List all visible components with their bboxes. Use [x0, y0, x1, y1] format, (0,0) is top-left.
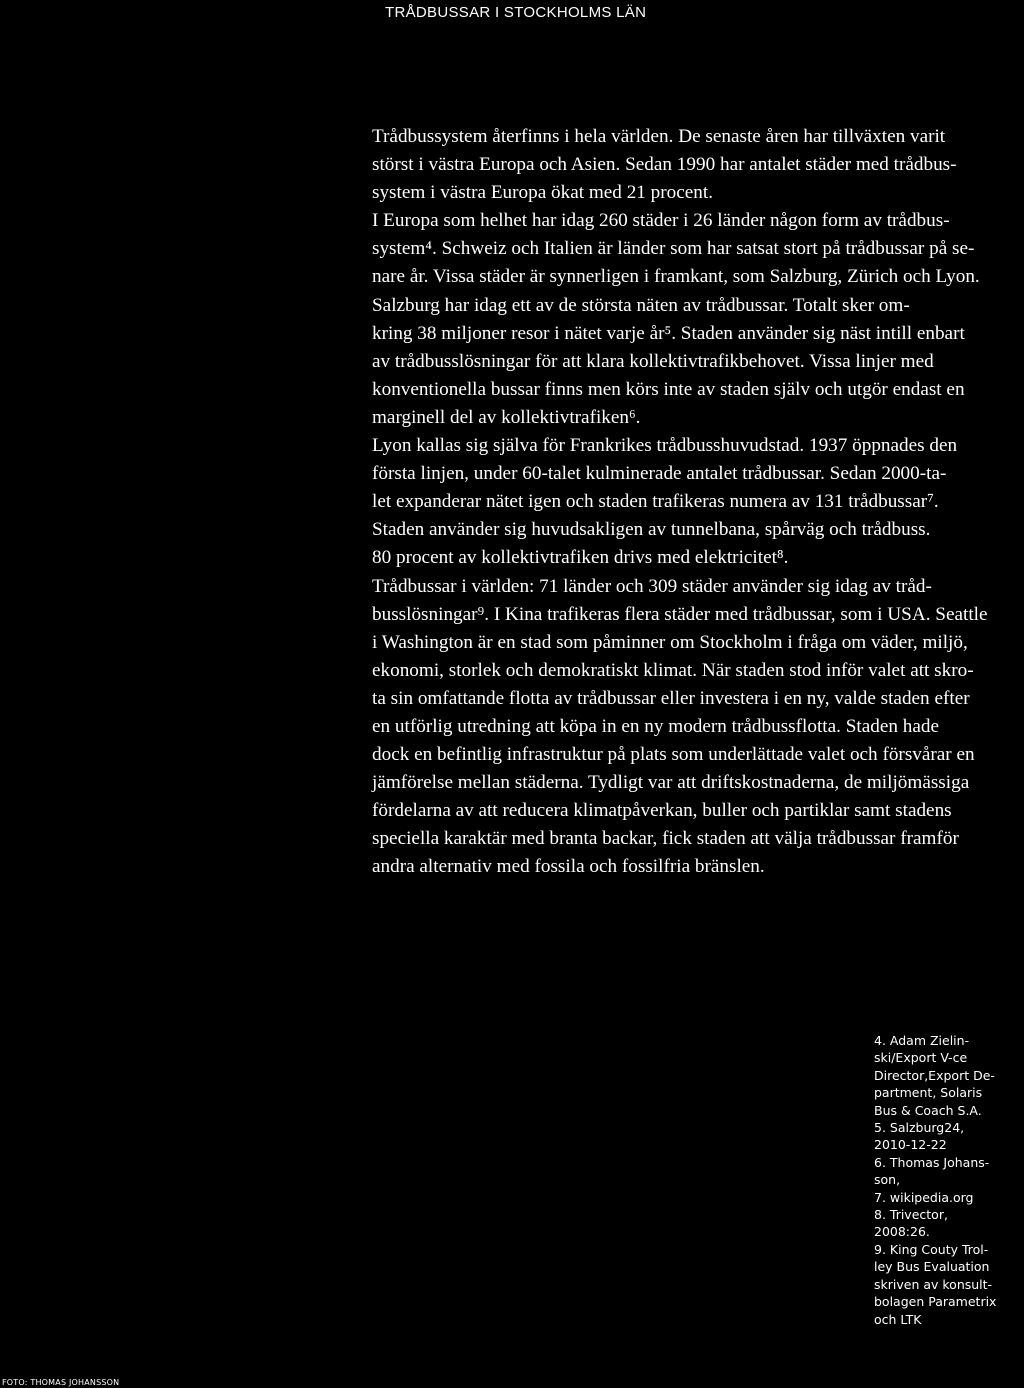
body-line: 80 procent av kollektivtrafiken drivs med elektricitet⁸.: [372, 547, 789, 569]
body-line: dock en befintlig infrastruktur på plats som underlättade valet och försvårar en: [372, 744, 975, 766]
footnote-line: son,: [874, 1172, 901, 1188]
body-line: Trådbussar i världen: 71 länder och 309 städer använder sig idag av tråd-: [372, 575, 932, 597]
running-header: TRÅDBUSSAR I STOCKHOLMS LÄN: [385, 4, 647, 21]
body-line: Staden använder sig huvudsakligen av tunnelbana, spårväg och trådbuss.: [372, 519, 931, 541]
footnote-line: 4. Adam Zielin-: [874, 1033, 970, 1048]
footnote-line: Director,Export De-: [874, 1067, 995, 1083]
body-line: let expanderar nätet igen och staden trafikeras numera av 131 trådbussar⁷.: [372, 491, 939, 513]
body-line: speciella karaktär med branta backar, fick staden att välja trådbussar framför: [372, 828, 959, 850]
body-line: nare år. Vissa städer är synnerligen i framkant, som Salzburg, Zürich och Lyon.: [372, 266, 980, 288]
body-line: ta sin omfattande flotta av trådbussar eller investera i en ny, valde staden efter: [372, 687, 970, 709]
body-line: Salzburg har idag ett av de största näten av trådbussar. Totalt sker om-: [372, 294, 910, 316]
body-line: störst i västra Europa och Asien. Sedan 1990 har antalet städer med trådbus-: [372, 154, 957, 176]
footnotes: [874, 1032, 1024, 1328]
body-line: konventionella bussar finns men körs inte av staden själv och utgör endast en: [372, 378, 965, 400]
body-line: Lyon kallas sig själva för Frankrikes trådbusshuvudstad. 1937 öppnades den: [372, 435, 958, 457]
footnote-line: 2008:26.: [874, 1224, 930, 1240]
body-line: en utförlig utredning att köpa in en ny modern trådbussflotta. Staden hade: [372, 715, 939, 737]
footnote-line: 7. wikipedia.org: [874, 1189, 974, 1205]
photo-credit: FOTO: THOMAS JOHANSSON: [2, 1378, 120, 1387]
footnote-line: ski/Export V-ce: [874, 1050, 968, 1066]
body-line: busslösningar⁹. I Kina trafikeras flera städer med trådbussar, som i USA. Seattle: [372, 603, 988, 625]
footnote-line: 8. Trivector,: [874, 1207, 948, 1223]
footnote-line: 2010-12-22: [874, 1137, 947, 1153]
footnote-line: bolagen Parametrix: [874, 1294, 997, 1310]
footnote-line: 6. Thomas Johans-: [874, 1154, 990, 1170]
body-line: I Europa som helhet har idag 260 städer i 26 länder någon form av trådbus-: [372, 210, 950, 232]
footnote-line: och LTK: [874, 1311, 922, 1327]
body-line: första linjen, under 60-talet kulminerade antalet trådbussar. Sedan 2000-ta-: [372, 463, 947, 485]
footnote-line: partment, Solaris: [874, 1085, 983, 1101]
body-line: kring 38 miljoner resor i nätet varje år⁵. Staden använder sig näst intill enbart: [372, 322, 965, 344]
body-line: system⁴. Schweiz och Italien är länder som har satsat stort på trådbussar på se-: [372, 238, 975, 260]
footnote-line: Bus & Coach S.A.: [874, 1102, 982, 1118]
body-line: marginell del av kollektivtrafiken⁶.: [372, 406, 641, 428]
body-line: system i västra Europa ökat med 21 procent.: [372, 182, 714, 204]
footnote-line: ley Bus Evaluation: [874, 1259, 990, 1275]
body-line: andra alternativ med fossila och fossilfria bränslen.: [372, 856, 765, 878]
footnote-line: skriven av konsult-: [874, 1276, 993, 1292]
body-line: Trådbussystem återfinns i hela världen. De senaste åren har tillväxten varit: [372, 126, 946, 147]
body-line: i Washington är en stad som påminner om Stockholm i fråga om väder, miljö,: [372, 631, 968, 653]
article-body: [372, 123, 1014, 882]
footnote-line: 5. Salzburg24,: [874, 1120, 965, 1136]
footnote-line: 9. King Couty Trol-: [874, 1241, 989, 1257]
body-line: jämförelse mellan städerna. Tydligt var att driftskostnaderna, de miljömässiga: [372, 772, 970, 794]
body-line: av trådbusslösningar för att klara kollektivtrafikbehovet. Vissa linjer med: [372, 350, 934, 372]
body-line: ekonomi, storlek och demokratiskt klimat. När staden stod inför valet att skro-: [372, 659, 974, 681]
body-line: fördelarna av att reducera klimatpåverkan, buller och partiklar samt stadens: [372, 800, 952, 822]
